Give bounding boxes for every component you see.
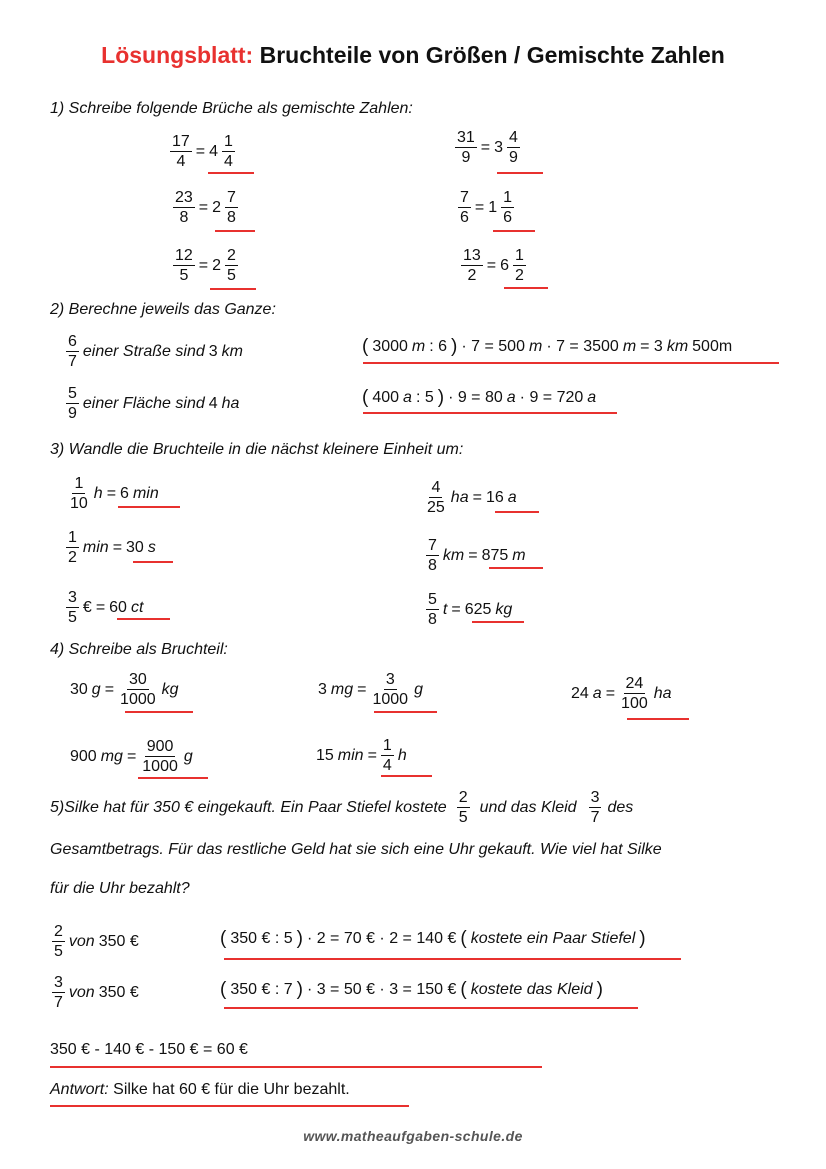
fraction-result: $\frac{1}{4}$ [224, 133, 233, 170]
answer-underline [497, 172, 543, 174]
fraction: $\frac{900}{1000}$ [142, 738, 178, 775]
q2-given-1: $\frac{6}{7}$ einer Straße sind 3 km [68, 333, 243, 370]
answer-label: Antwort: [50, 1081, 109, 1098]
answer-underline [489, 567, 543, 569]
fraction: $\frac{13}{2}$ [463, 247, 481, 284]
title-main: Bruchteile von Größen / Gemischte Zahlen [259, 42, 725, 68]
answer-underline [224, 1007, 638, 1009]
q4-item-2: 3 mg = $\frac{3}{1000}$ g [318, 671, 423, 708]
answer-underline [133, 561, 173, 563]
fraction: $\frac{23}{8}$ [175, 189, 193, 226]
fraction: $\frac{12}{5}$ [175, 247, 193, 284]
q2-solution-1: ( 3000 m : 6 ) · 7 = 500 m · 7 = 3500 m = 3 km 500m [362, 336, 733, 357]
q5-text-line-1: 5)Silke hat für 350 € eingekauft. Ein Paar Stiefel kostete $\frac{2}{5}$ und das Kleid $\frac{3}{7}$ des [50, 789, 634, 826]
answer-underline [493, 230, 535, 232]
fraction: $\frac{2}{5}$ [458, 789, 468, 826]
answer-underline [381, 775, 432, 777]
answer-underline [224, 958, 681, 960]
fraction-result: $\frac{7}{8}$ [227, 189, 236, 226]
fraction: $\frac{5}{8}$ [428, 591, 437, 628]
answer-underline [363, 362, 779, 364]
fraction: $\frac{2}{5}$ [54, 923, 63, 960]
q3-item-4: $\frac{7}{8}$ km = 875 m [428, 537, 526, 574]
fraction: $\frac{7}{8}$ [428, 537, 437, 574]
answer-underline [208, 172, 254, 174]
answer-underline [210, 288, 256, 290]
answer-underline [138, 777, 208, 779]
q5-sum: 350 € - 140 € - 150 € = 60 € [50, 1041, 248, 1058]
q1-item-5: $\frac{12}{5}$ = 2 $\frac{2}{5}$ [175, 247, 236, 284]
q1-item-1: $\frac{17}{4}$ = 4 $\frac{1}{4}$ [172, 133, 233, 170]
q3-item-1: $\frac{1}{10}$ h = 6 min [70, 475, 159, 512]
footer-url: www.matheaufgaben-schule.de [303, 1128, 523, 1144]
fraction: $\frac{6}{7}$ [68, 333, 77, 370]
answer-underline [50, 1105, 409, 1107]
fraction: $\frac{3}{1000}$ [372, 671, 409, 708]
answer-underline [117, 618, 170, 620]
answer-underline [215, 230, 255, 232]
answer-underline [363, 412, 617, 414]
title-prefix: Lösungsblatt: [101, 42, 254, 68]
fraction: $\frac{4}{25}$ [427, 479, 445, 516]
page-title [0, 42, 826, 69]
q1-item-3: $\frac{23}{8}$ = 2 $\frac{7}{8}$ [175, 189, 236, 226]
q4-item-5: 15 min = $\frac{1}{4}$ h [316, 737, 407, 774]
fraction: $\frac{30}{1000}$ [120, 671, 156, 708]
q4-item-1: 30 g = $\frac{30}{1000}$ kg [70, 671, 179, 708]
q2-given-2: $\frac{5}{9}$ einer Fläche sind 4 ha [68, 385, 240, 422]
q3-item-2: $\frac{4}{25}$ ha = 16 a [427, 479, 517, 516]
fraction: $\frac{31}{9}$ [457, 129, 475, 166]
q1-item-6: $\frac{13}{2}$ = 6 $\frac{1}{2}$ [463, 247, 524, 284]
q3-item-3: $\frac{1}{2}$ min = 30 s [68, 529, 156, 566]
fraction: $\frac{3}{7}$ [54, 974, 63, 1011]
answer-underline [125, 711, 193, 713]
fraction-result: $\frac{4}{9}$ [509, 129, 518, 166]
q5-text-line-2: Gesamtbetrags. Für das restliche Geld hat sie sich eine Uhr gekauft. Wie viel hat Silke [50, 841, 662, 858]
fraction: $\frac{3}{5}$ [68, 589, 77, 626]
fraction-result: $\frac{1}{6}$ [503, 189, 513, 226]
answer-underline [495, 511, 539, 513]
q5-answer [50, 1081, 350, 1099]
fraction: $\frac{5}{9}$ [68, 385, 77, 422]
q3-item-6: $\frac{5}{8}$ t = 625 kg [428, 591, 513, 628]
q5-given-2: $\frac{3}{7}$ von 350 € [54, 974, 139, 1011]
q4-item-4: 900 mg = $\frac{900}{1000}$ g [70, 738, 193, 775]
q3-item-5: $\frac{3}{5}$ € = 60 ct [68, 589, 144, 626]
fraction: $\frac{24}{100}$ [621, 675, 648, 712]
q2-solution-2: ( 400 a : 5 ) · 9 = 80 a · 9 = 720 a [362, 387, 597, 408]
fraction-result: $\frac{1}{2}$ [515, 247, 524, 284]
answer-underline [118, 506, 180, 508]
q4-item-3: 24 a = $\frac{24}{100}$ ha [571, 675, 672, 712]
q5-given-1: $\frac{2}{5}$ von 350 € [54, 923, 139, 960]
q2-heading: 2) Berechne jeweils das Ganze: [50, 301, 276, 318]
q1-heading: 1) Schreibe folgende Brüche als gemischte Zahlen: [50, 100, 413, 117]
q5-solution-2: ( 350 € : 7 ) · 3 = 50 € · 3 = 150 € ( kostete das Kleid ) [220, 979, 603, 1000]
fraction: $\frac{1}{2}$ [68, 529, 77, 566]
fraction: $\frac{1}{4}$ [382, 737, 392, 774]
fraction-result: $\frac{2}{5}$ [227, 247, 236, 284]
answer-text: Silke hat 60 € für die Uhr bezahlt. [113, 1081, 350, 1098]
q5-text-line-3: für die Uhr bezahlt? [50, 880, 190, 897]
q1-item-2: $\frac{31}{9}$ = 3 $\frac{4}{9}$ [457, 129, 518, 166]
answer-underline [504, 287, 548, 289]
fraction: $\frac{7}{6}$ [460, 189, 469, 226]
fraction: $\frac{17}{4}$ [172, 133, 190, 170]
answer-underline [374, 711, 437, 713]
q3-heading: 3) Wandle die Bruchteile in die nächst kleinere Einheit um: [50, 441, 464, 458]
answer-underline [50, 1066, 542, 1068]
fraction: $\frac{3}{7}$ [590, 789, 600, 826]
answer-underline [472, 621, 524, 623]
answer-underline [627, 718, 689, 720]
q5-solution-1: ( 350 € : 5 ) · 2 = 70 € · 2 = 140 € ( kostete ein Paar Stiefel ) [220, 928, 646, 949]
fraction: $\frac{1}{10}$ [70, 475, 88, 512]
q1-item-4: $\frac{7}{6}$ = 1 $\frac{1}{6}$ [460, 189, 513, 226]
q4-heading: 4) Schreibe als Bruchteil: [50, 641, 228, 658]
